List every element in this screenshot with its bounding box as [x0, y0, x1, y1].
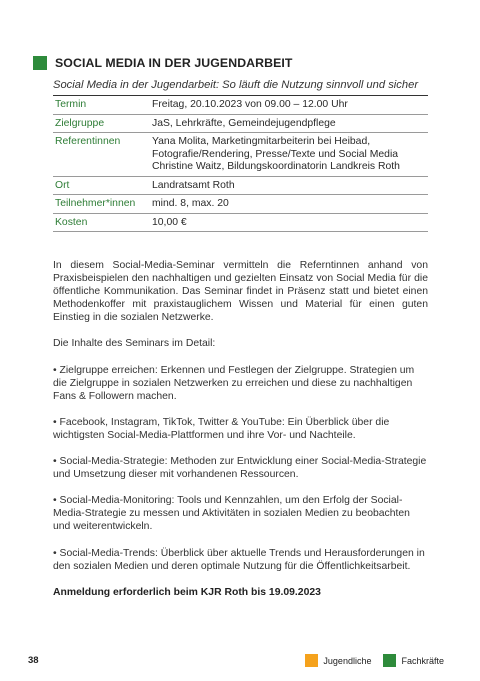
info-row-zielgruppe [53, 114, 428, 133]
info-value: JaS, Lehrkräfte, Gemeindejugendpflege [152, 117, 336, 129]
legend-label: Fachkräfte [401, 655, 444, 666]
info-table [53, 96, 428, 232]
info-label: Referentinnen [55, 136, 121, 147]
bullet-item: • Zielgruppe erreichen: Erkennen und Festlegen der Zielgruppe. Strategien um die Zielgruppe in sozialen Netzwerken zu erreichen und diese zu nachhaltigen Fans & Followern machen. [53, 364, 415, 402]
info-row-teilnehmer [53, 195, 428, 214]
info-row-referentinnen [53, 133, 428, 177]
bullet-item: • Facebook, Instagram, TikTok, Twitter & YouTube: Ein Überblick über die wichtigsten Social-Media-Plattformen und ihre Vor- und Nachteile. [53, 416, 390, 441]
info-value: Freitag, 20.10.2023 von 09.00 – 12.00 Uhr [152, 99, 348, 110]
info-value: Landratsamt Roth [152, 179, 235, 191]
section-header [33, 56, 293, 70]
details-heading: Die Inhalte des Seminars im Detail: [53, 338, 216, 350]
bullet-item: • Social-Media-Trends: Überblick über aktuelle Trends und Herausforderungen in den sozialen Medien und deren optimale Nutzung für die Öffentlichkeitsarbeit. [53, 547, 425, 572]
page-number: 38 [28, 655, 39, 666]
legend-label: Jugendliche [323, 655, 372, 666]
info-label: Kosten [55, 216, 88, 228]
info-label: Ort [55, 179, 70, 191]
info-value: Yana Molita, Marketingmitarbeiterin bei Heibad, Fotografie/Rendering, Presse/Texte und Social Media Christine Waitz, Bildungskoordinatorin Landkreis Roth [152, 136, 400, 172]
info-label: Zielgruppe [55, 117, 105, 129]
info-label: Termin [55, 99, 87, 110]
page-subtitle: Social Media in der Jugendarbeit: So läuft die Nutzung sinnvoll und sicher [53, 79, 419, 91]
orange-square-icon [305, 654, 318, 667]
bullet-item: • Social-Media-Monitoring: Tools und Kennzahlen, um den Erfolg der Social-Media-Strategie zu messen und Aktivitäten in sozialen Medien zu beobachten und weiterentwickeln. [53, 495, 410, 533]
legend-item-fachkraefte [383, 654, 444, 667]
info-label: Teilnehmer*innen [55, 198, 136, 209]
info-row-termin [53, 96, 428, 114]
bullet-item: • Social-Media-Strategie: Methoden zur Entwicklung einer Social-Media-Strategie und Umsetzung dieser mit vorhandenen Ressourcen. [53, 456, 427, 481]
fachkraefte-marker-square [33, 56, 47, 70]
body-text [53, 259, 428, 612]
page-title: SOCIAL MEDIA IN DER JUGENDARBEIT [55, 56, 293, 70]
info-row-kosten [53, 213, 428, 232]
info-value: mind. 8, max. 20 [152, 198, 229, 209]
info-value: 10,00 € [152, 216, 187, 228]
legend-item-jugendliche [305, 654, 371, 667]
info-row-ort [53, 176, 428, 195]
green-square-icon [383, 654, 396, 667]
audience-legend [293, 654, 444, 667]
registration-note: Anmeldung erforderlich beim KJR Roth bis 19.09.2023 [53, 586, 321, 598]
intro-paragraph: In diesem Social-Media-Seminar vermitteln die Referntinnen anhand von Praxisbeispielen den nachhaltigen und gezielten Einsatz von Social Media für die öffentliche Kommunikation. Das Seminar findet in Präsenz statt und bietet einen Methodenkoffer mit praxistauglichem Wissen und Material für einen guten Einstieg in die sozialen Netzwerke. [53, 260, 428, 324]
